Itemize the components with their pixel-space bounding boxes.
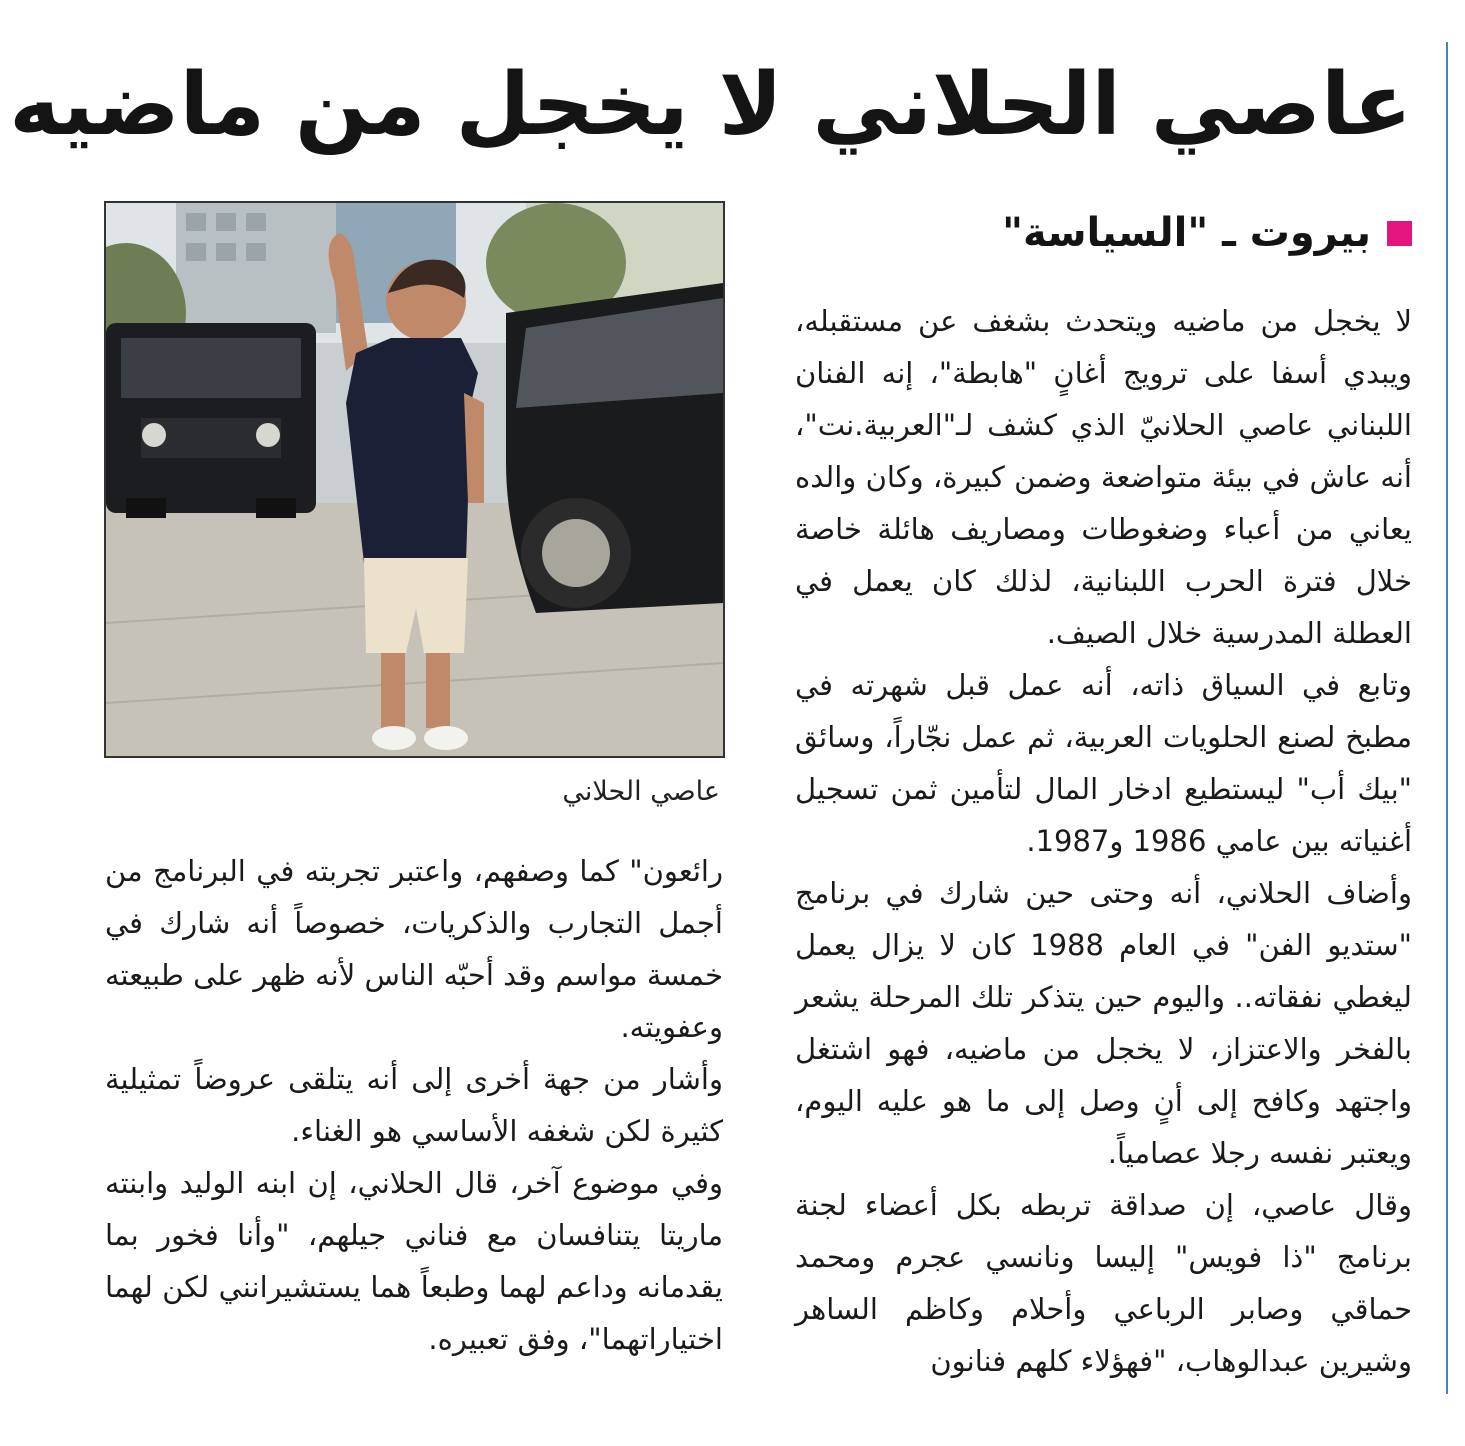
article-column-left <box>105 845 723 1400</box>
byline-bullet-icon <box>1387 221 1412 246</box>
photo-caption: عاصي الحلاني <box>562 776 720 807</box>
photo-illustration <box>106 203 723 756</box>
article-paragraph: وتابع في السياق ذاته، أنه عمل قبل شهرته في مطبخ لصنع الحلويات العربية، ثم عمل نجّاراً، وسائق "بيك أب" ليستطيع ادخار المال لتأمين ثمن تسجيل أغنياته بين عامي 1986 و1987. <box>795 668 1412 858</box>
article-column-right <box>795 295 1412 1400</box>
byline-text: بيروت ـ "السياسة" <box>1002 210 1371 256</box>
column-rule <box>1446 42 1448 1394</box>
article-paragraph: وأشار من جهة أخرى إلى أنه يتلقى عروضاً تمثيلية كثيرة لكن شغفه الأساسي هو الغناء. <box>105 1062 723 1148</box>
article-paragraph: وقال عاصي، إن صداقة تربطه بكل أعضاء لجنة برنامج "ذا فويس" إليسا ونانسي عجرم ومحمد حماقي وصابر الرباعي وأحلام وكاظم الساهر وشيرين عبدالوهاب، "فهؤلاء كلهم فنانون <box>795 1188 1412 1378</box>
article-paragraph: رائعون" كما وصفهم، واعتبر تجربته في البرنامج من أجمل التجارب والذكريات، خصوصاً أنه شارك في خمسة مواسم وقد أحبّه الناس لأنه ظهر على طبيعته وعفويته. <box>105 854 723 1044</box>
headline: عاصي الحلاني لا يخجل من ماضيه <box>9 55 1412 155</box>
article-photo <box>104 201 725 758</box>
article-paragraph: وفي موضوع آخر، قال الحلاني، إن ابنه الوليد وابنته ماريتا يتنافسان مع فناني جيلهم، "وأنا فخور بما يقدمانه وداعم لهما وطبعاً هما يستشيرانني لكن لهما اختياراتهما"، وفق تعبيره. <box>105 1166 723 1356</box>
article-paragraph: وأضاف الحلاني، أنه وحتى حين شارك في برنامج "ستديو الفن" في العام 1988 كان لا يزال يعمل ليغطي نفقاته.. واليوم حين يتذكر تلك المرحلة يشعر بالفخر والاعتزاز، لا يخجل من ماضيه، فهو اشتغل واجتهد وكافح إلى أنٍ وصل إلى ما هو عليه اليوم، ويعتبر نفسه رجلا عصامياً. <box>795 876 1412 1170</box>
byline <box>1002 205 1412 261</box>
article-paragraph: لا يخجل من ماضيه ويتحدث بشغف عن مستقبله، ويبدي أسفا على ترويج أغانٍ "هابطة"، إنه الفنان اللبناني عاصي الحلانيّ الذي كشف لـ"العربية.نت"، أنه عاش في بيئة متواضعة وضمن كبيرة، وكان والده يعاني من أعباء وضغوطات ومصاريف هائلة خاصة خلال فترة الحرب اللبنانية، لذلك كان يعمل في العطلة المدرسية خلال الصيف. <box>795 304 1412 650</box>
